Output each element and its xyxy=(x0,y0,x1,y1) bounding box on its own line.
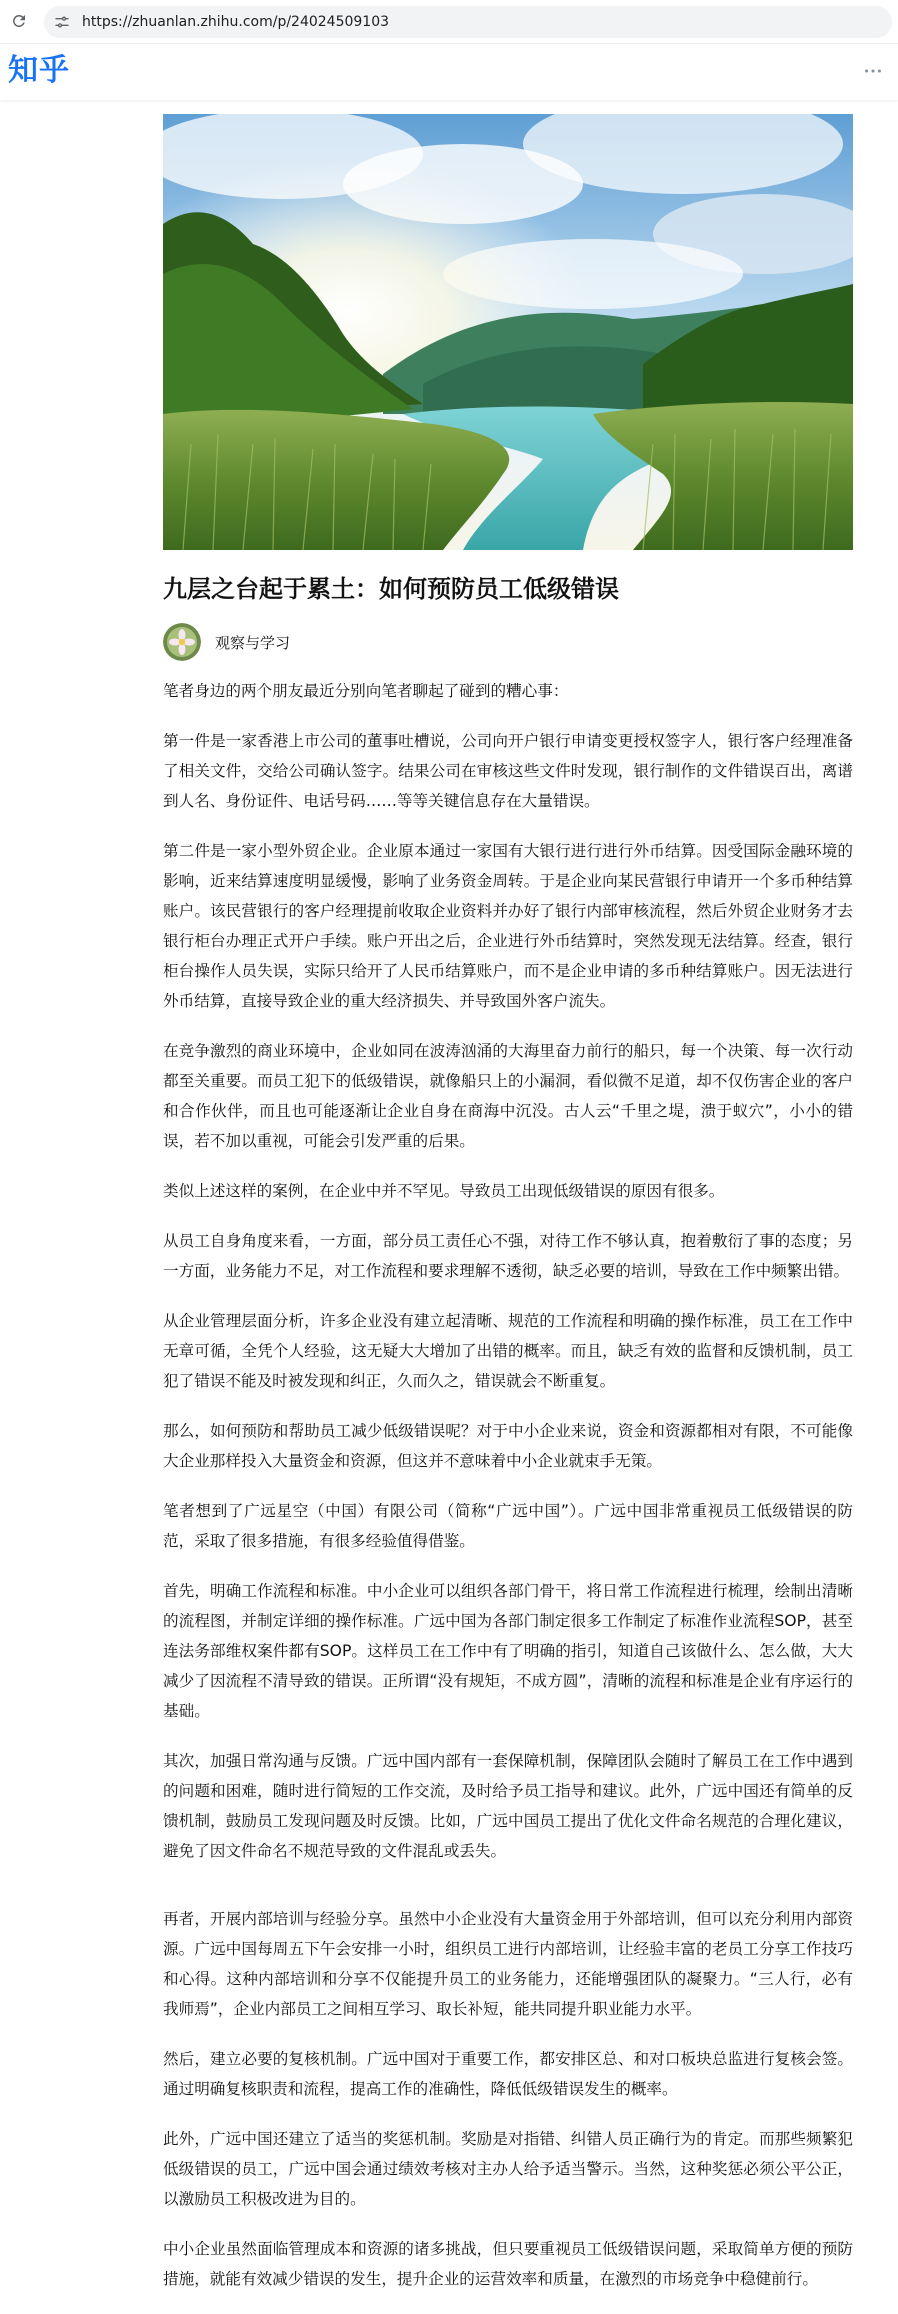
paragraph: 类似上述这样的案例，在企业中并不罕见。导致员工出现低级错误的原因有很多。 xyxy=(163,1182,725,1200)
paragraph: 第二件是一家小型外贸企业。企业原本通过一家国有大银行进行进行外币结算。因受国际金融环境的影响，近来结算速度明显缓慢，影响了业务资金周转。于是企业向某民营银行申请开一个多币种结算账户。该民营银行的客户经理提前收取企业资料并办好了银行内部审核流程，然后外贸企业财务才去银行柜台办理正式开户手续。账户开出之后，企业进行外币结算时，突然发现无法结算。经查，银行柜台操作人员失误，实际只给开了人民币结算账户，而不是企业申请的多币种结算账户。因无法进行外币结算，直接导致企业的重大经济损失、并导致国外客户流失。 xyxy=(163,842,853,1010)
paragraph: 从企业管理层面分析，许多企业没有建立起清晰、规范的工作流程和明确的操作标准，员工在工作中无章可循，全凭个人经验，这无疑大大增加了出错的概率。而且，缺乏有效的监督和反馈机制，员工犯了错误不能及时被发现和纠正，久而久之，错误就会不断重复。 xyxy=(163,1312,853,1390)
paragraph: 笔者身边的两个朋友最近分别向笔者聊起了碰到的糟心事： xyxy=(163,682,569,700)
reload-icon[interactable] xyxy=(10,12,28,30)
paragraph: 第一件是一家香港上市公司的董事吐槽说，公司向开户银行申请变更授权签字人，银行客户经理准备了相关文件，交给公司确认签字。结果公司在审核这些文件时发现，银行制作的文件错误百出，离谱到人名、身份证件、电话号码……等等关键信息存在大量错误。 xyxy=(163,732,853,810)
paragraph: 在竞争激烈的商业环境中，企业如同在波涛汹涌的大海里奋力前行的船只，每一个决策、每一次行动都至关重要。而员工犯下的低级错误，就像船只上的小漏洞，看似微不足道，却不仅伤害企业的客户和合作伙伴，而且也可能逐渐让企业自身在商海中沉没。古人云“千里之堤，溃于蚁穴”，小小的错误，若不加以重视，可能会引发严重的后果。 xyxy=(163,1042,853,1150)
paragraph: 那么，如何预防和帮助员工减少低级错误呢？对于中小企业来说，资金和资源都相对有限，不可能像大企业那样投入大量资金和资源，但这并不意味着中小企业就束手无策。 xyxy=(163,1422,853,1470)
author-name[interactable]: 观察与学习 xyxy=(215,633,291,652)
browser-toolbar xyxy=(0,0,898,44)
zhihu-logo[interactable]: 知乎 xyxy=(8,53,70,88)
article-title: 九层之台起于累土：如何预防员工低级错误 xyxy=(163,575,619,603)
site-settings-icon[interactable] xyxy=(54,14,70,30)
paragraph: 从员工自身角度来看，一方面，部分员工责任心不强，对待工作不够认真，抱着敷衍了事的态度；另一方面，业务能力不足，对工作流程和要求理解不透彻，缺乏必要的培训，导致在工作中频繁出错。 xyxy=(163,1232,853,1280)
article-body xyxy=(163,676,853,2294)
url-text[interactable]: https://zhuanlan.zhihu.com/p/24024509103 xyxy=(82,14,390,30)
paragraph: 然后，建立必要的复核机制。广远中国对于重要工作，都安排区总、和对口板块总监进行复核会签。通过明确复核职责和流程，提高工作的准确性，降低低级错误发生的概率。 xyxy=(163,2050,853,2098)
avatar[interactable] xyxy=(163,623,201,661)
paragraph: 再者，开展内部培训与经验分享。虽然中小企业没有大量资金用于外部培训，但可以充分利用内部资源。广远中国每周五下午会安排一小时，组织员工进行内部培训，让经验丰富的老员工分享工作技巧和心得。这种内部培训和分享不仅能提升员工的业务能力，还能增强团队的凝聚力。“三人行，必有我师焉”，企业内部员工之间相互学习、取长补短，能共同提升职业能力水平。 xyxy=(163,1910,853,2018)
paragraph: 其次，加强日常沟通与反馈。广远中国内部有一套保障机制，保障团队会随时了解员工在工作中遇到的问题和困难，随时进行简短的工作交流，及时给予员工指导和建议。此外，广远中国还有简单的反馈机制，鼓励员工发现问题及时反馈。比如，广远中国员工提出了优化文件命名规范的合理化建议，避免了因文件命名不规范导致的文件混乱或丢失。 xyxy=(163,1752,853,1860)
author-info[interactable] xyxy=(163,622,853,662)
cover-image xyxy=(163,114,853,550)
address-bar[interactable] xyxy=(44,6,892,38)
paragraph: 此外，广远中国还建立了适当的奖惩机制。奖励是对指错、纠错人员正确行为的肯定。而那些频繁犯低级错误的员工，广远中国会通过绩效考核对主办人给予适当警示。当然，这种奖惩必须公平公正，以激励员工积极改进为目的。 xyxy=(163,2130,853,2208)
paragraph: 首先，明确工作流程和标准。中小企业可以组织各部门骨干，将日常工作流程进行梳理，绘制出清晰的流程图，并制定详细的操作标准。广远中国为各部门制定很多工作制定了标准作业流程SOP，甚至连法务部维权案件都有SOP。这样员工在工作中有了明确的指引，知道自己该做什么、怎么做，大大减少了因流程不清导致的错误。正所谓“没有规矩，不成方圆”，清晰的流程和标准是企业有序运行的基础。 xyxy=(163,1582,853,1720)
more-options-icon[interactable] xyxy=(862,60,884,82)
article xyxy=(163,114,853,2314)
paragraph: 中小企业虽然面临管理成本和资源的诸多挑战，但只要重视员工低级错误问题，采取简单方便的预防措施，就能有效减少错误的发生，提升企业的运营效率和质量，在激烈的市场竞争中稳健前行。 xyxy=(163,2240,853,2288)
site-header xyxy=(0,44,898,100)
paragraph: 笔者想到了广远星空（中国）有限公司（简称“广远中国”）。广远中国非常重视员工低级错误的防范，采取了很多措施，有很多经验值得借鉴。 xyxy=(163,1502,853,1550)
